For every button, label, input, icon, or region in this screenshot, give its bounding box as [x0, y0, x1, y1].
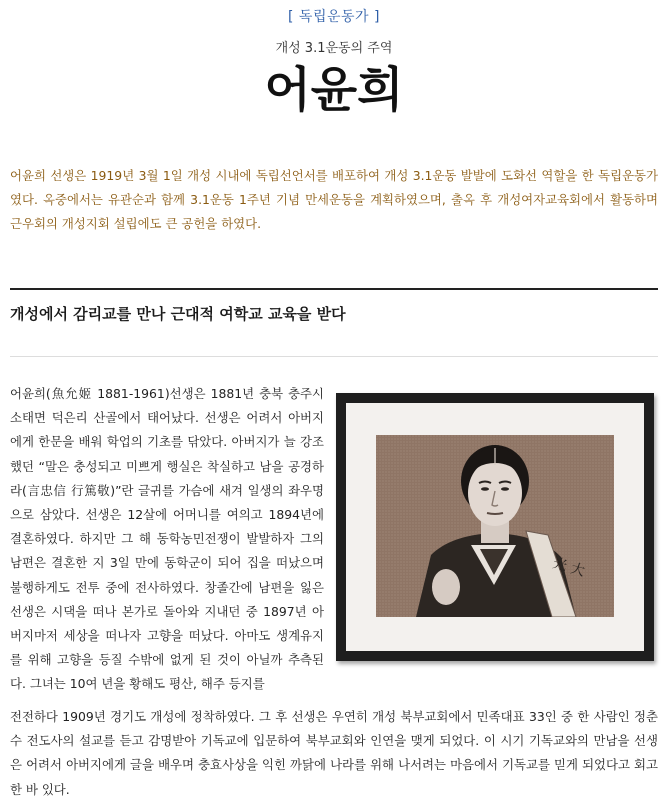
section-heading: 개성에서 감리교를 만나 근대적 여학교 교육을 받다: [10, 305, 346, 323]
body-paragraph-full-width: 전전하다 1909년 경기도 개성에 정착하였다. 그 후 선생은 우연히 개성 북부교회에서 민족대표 33인 중 한 사람인 정춘수 전도사의 설교를 듣고 감명받아 기독교에 입문하여 북부교회와 인연을 맺게 되었다. 이 시기 기독교와의 만남을 선생은 어려서 아버지에게 글을 배우며 충효사상을 익힌 까닭에 나라를 위해 나서려는 마음에서 기독교를 믿게 되었다고 회고한 바 있다.: [10, 709, 658, 797]
portrait-illustration: [376, 435, 614, 617]
page-title: 어윤희: [264, 62, 404, 118]
category-label: [ 독립운동가 ]: [288, 9, 380, 25]
summary-paragraph: 어윤희 선생은 1919년 3월 1일 개성 시내에 독립선언서를 배포하여 개성 3.1운동 발발에 도화선 역할을 한 독립운동가였다. 옥중에서는 유관순과 함께 3.1운동 1주년 기념 만세운동을 계획하였으며, 출옥 후 개성여자교육회에서 활동하며 근우회의 개성지회 설립에도 큰 공헌을 하였다.: [10, 168, 658, 231]
section-divider: [10, 288, 658, 290]
sash-text: 光 大: [550, 555, 587, 580]
portrait-frame: [336, 393, 654, 661]
portrait-photo: [376, 435, 614, 617]
page-subtitle: 개성 3.1운동의 주역: [275, 41, 393, 56]
section-subdivider: [10, 356, 658, 357]
portrait-mat: [346, 403, 644, 651]
body-paragraph-beside-photo: 어윤희(魚允姬 1881-1961)선생은 1881년 충북 충주시 소태면 덕은리 산골에서 태어났다. 선생은 어려서 아버지에게 한문을 배워 학업의 기초를 닦았다. 아버지가 늘 강조했던 “말은 충성되고 미쁘게 행실은 착실하고 남을 공경하라(言忠信 行篤敬)”란 글귀를 가슴에 새겨 일생의 좌우명으로 삼았다. 선생은 12살에 어머니를 여의고 1894년에 결혼하였다. 하지만 그 해 동학농민전쟁이 발발하자 그의 남편은 결혼한 지 3일 만에 동학군이 되어 집을 떠났으며 불행하게도 전투 중에 전사하였다. 창졸간에 남편을 잃은 선생은 시댁을 떠나 본가로 돌아와 지내던 중 1897년 아버지마저 세상을 떠나자 고향을 떠났다. 아마도 생계유지를 위해 고향을 등질 수밖에 없게 된 것이 아닐까 추측된다. 그녀는 10여 년을 황해도 평산, 해주 등지를: [10, 386, 324, 692]
